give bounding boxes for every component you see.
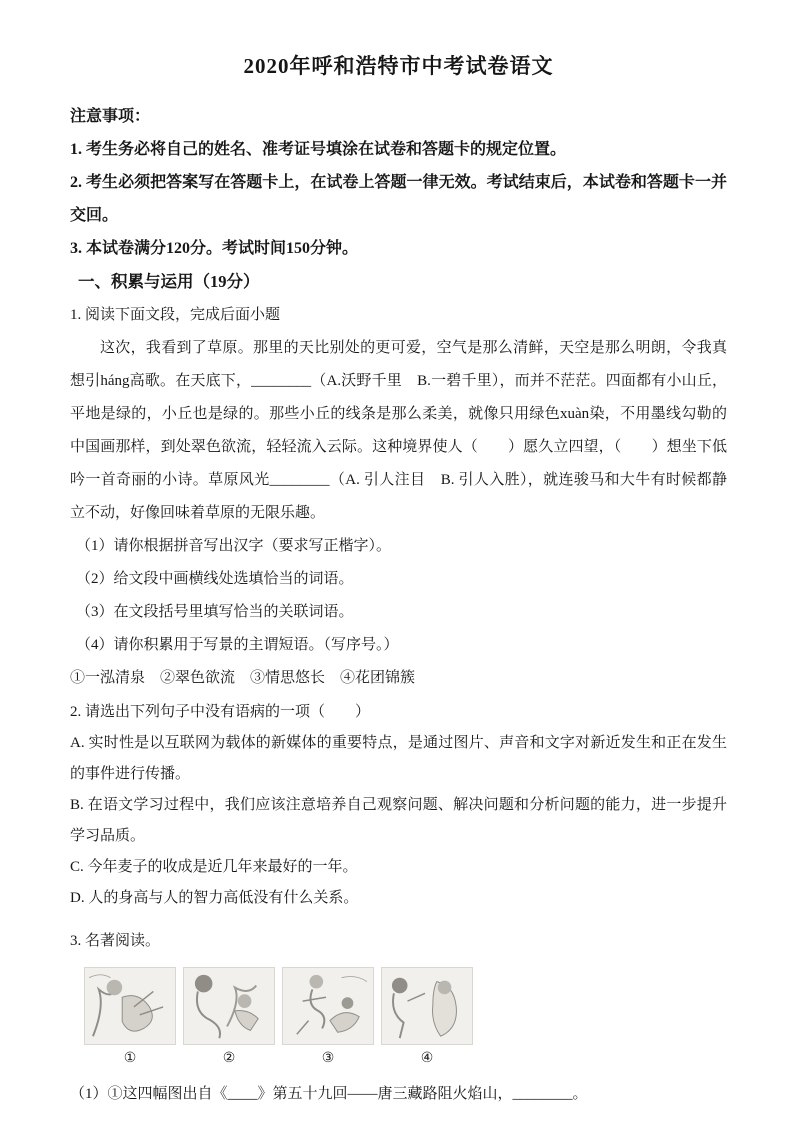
question-1-sub-2: （2）给文段中画横线处选填恰当的词语。 [76,571,354,587]
question-1-stem: 1. 阅读下面文段，完成后面小题 [70,307,281,323]
journey-illustration-2-image [183,967,275,1045]
illustration-panel-4 [381,967,473,1067]
notice-item-3: 3. 本试卷满分120分。考试时间150分钟。 [70,240,359,257]
question-1-passage: 这次，我看到了草原。那里的天比别处的更可爱，空气是那么清鲜，天空是那么明朗，令我真想引háng高歌。在天底下，________（A.沃野千里 B.一碧千里），而并不茫茫。四面都有小山丘，平地是绿的，小丘也是绿的。那些小丘的线条是那么柔美，就像只用绿色xuàn染，不用墨线勾勒的中国画那样，到处翠色欲流，轻轻流入云际。这种境界使人（ ）愿久立四望，（ ）想坐下低吟一首奇丽的小诗。草原风光________（A. 引人注目 B. 引人入胜），就连骏马和大牛有时候都静立不动，好像回味着草原的无限乐趣。 [70,340,727,521]
question-1-sub-1: （1）请你根据拼音写出汉字（要求写正楷字）。 [76,538,392,554]
illustration-panel-2 [183,967,275,1067]
question-3-illustrations [84,967,727,1067]
question-3-stem: 3. 名著阅读。 [70,933,161,949]
notice-heading: 注意事项： [70,108,151,125]
journey-illustration-1-image [84,967,176,1045]
page-title: 2020年呼和浩特市中考试卷语文 [243,54,554,78]
notice-item-1: 1. 考生务必将自己的姓名、准考证号填涂在试卷和答题卡的规定位置。 [70,141,567,158]
question-2-stem: 2. 请选出下列句子中没有语病的一项（ ） [70,704,371,720]
journey-illustration-3-image [282,967,374,1045]
question-2-option-a: A. 实时性是以互联网为载体的新媒体的重要特点，是通过图片、声音和文字对新近发生和正在发生的事件进行传播。 [70,735,727,782]
question-2-option-d: D. 人的身高与人的智力高低没有什么关系。 [70,890,359,906]
illustration-panel-3 [282,967,374,1067]
question-2 [70,697,727,914]
illustration-panel-1 [84,967,176,1067]
question-2-option-c: C. 今年麦子的收成是近几年来最好的一年。 [70,859,358,875]
question-1 [70,299,727,695]
question-1-sub-4: （4）请你积累用于写景的主谓短语。（写序号。） [76,637,399,653]
notice-item-2: 2. 考生必须把答案写在答题卡上，在试卷上答题一律无效。考试结束后，本试卷和答题卡一并交回。 [70,174,727,224]
question-1-sub-3: （3）在文段括号里填写恰当的关联词语。 [76,604,354,620]
question-1-phrase-choices: ①一泓清泉 ②翠色欲流 ③情思悠长 ④花团锦簇 [70,670,416,686]
section-one-heading: 一、积累与运用（19分） [78,272,260,291]
illustration-4-label: ④ [420,1051,434,1066]
question-1-subquestions [70,530,727,662]
illustration-1-label: ① [123,1051,137,1066]
illustration-2-label: ② [222,1051,236,1066]
journey-illustration-4-image [381,967,473,1045]
illustration-3-label: ③ [321,1051,335,1066]
question-3-sub-1: （1）①这四幅图出自《____》第五十九回——唐三藏路阻火焰山，________。 [70,1086,588,1102]
question-3 [70,926,727,1110]
question-2-option-b: B. 在语文学习过程中，我们应该注意培养自己观察问题、解决问题和分析问题的能力，进一步提升学习品质。 [70,797,727,844]
notice-section [70,100,727,265]
